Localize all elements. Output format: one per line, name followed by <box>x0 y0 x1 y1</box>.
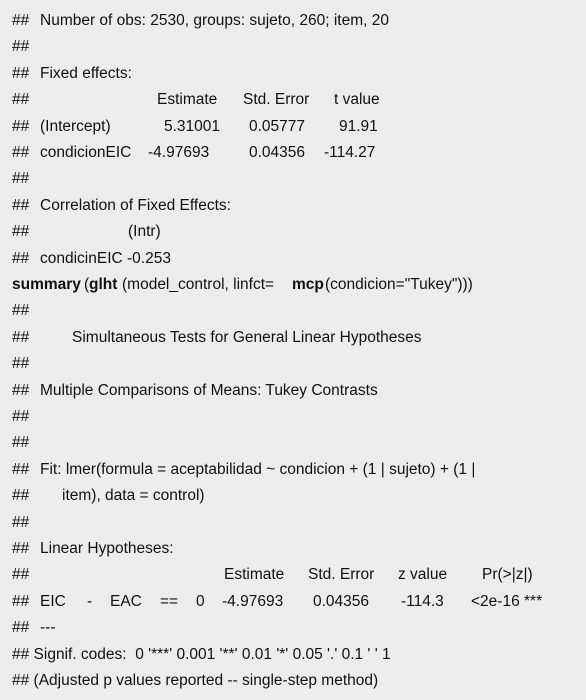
summary-command-text-1: ( <box>84 276 90 293</box>
intercept-row <box>0 114 586 140</box>
hypothesis-row-text-1: EIC <box>40 592 66 610</box>
blank-line-4 <box>0 351 586 377</box>
blank-line-2-text-0: ## <box>12 170 30 188</box>
adjusted-p-values-line-text-0: ## (Adjusted p values reported -- single-step method) <box>12 672 379 689</box>
intercept-row-text-4: 91.91 <box>339 117 378 135</box>
fixed-effects-header-row-text-2: Std. Error <box>243 91 310 109</box>
simultaneous-tests-heading-text-0: ## <box>12 328 30 346</box>
condicion-eic-row-text-2: -4.97693 <box>148 144 210 161</box>
hypothesis-row-text-9: <2e-16 *** <box>471 592 543 610</box>
blank-line-7 <box>0 510 586 536</box>
fixed-effects-header-row-text-0: ## <box>12 91 30 109</box>
intercept-row-text-0: ## <box>12 117 30 135</box>
hypothesis-row-text-4: == <box>160 592 179 610</box>
blank-line-3-text-0: ## <box>12 302 30 320</box>
summary-command-text-3: (model_control, linfct= <box>122 276 275 293</box>
condicion-eic-row-text-0: ## <box>12 144 30 161</box>
correlation-row-text-1: condicinEIC -0.253 <box>40 249 171 267</box>
fit-line-2-text-1: item), data = control) <box>62 487 205 505</box>
fixed-effects-header-row <box>0 87 586 113</box>
summary-command <box>0 272 586 298</box>
multiple-comparisons-heading <box>0 378 586 404</box>
correlation-heading-text-0: ## <box>12 196 30 214</box>
summary-command-text-0: summary <box>12 276 81 293</box>
separator-line-text-0: ## <box>12 619 30 637</box>
simultaneous-tests-heading <box>0 325 586 351</box>
intercept-row-text-2: 5.31001 <box>164 117 221 135</box>
fit-line-1-text-1: Fit: lmer(formula = aceptabilidad ~ condicion + (1 | sujeto) + (1 | <box>40 460 476 478</box>
blank-line-6 <box>0 430 586 456</box>
signif-codes-line <box>0 642 586 668</box>
linear-hypotheses-heading-text-0: ## <box>12 540 30 557</box>
blank-line-1 <box>0 34 586 60</box>
correlation-row-text-0: ## <box>12 249 30 267</box>
fit-line-1 <box>0 457 586 483</box>
summary-command-text-5: (condicion="Tukey"))) <box>325 276 473 293</box>
condicion-eic-row-text-4: -114.27 <box>324 144 376 161</box>
fit-line-2 <box>0 483 586 509</box>
correlation-header-row-text-1: (Intr) <box>128 223 161 241</box>
multiple-comparisons-heading-text-1: Multiple Comparisons of Means: Tukey Contrasts <box>40 381 378 399</box>
fit-line-1-text-0: ## <box>12 460 30 478</box>
blank-line-7-text-0: ## <box>12 513 30 531</box>
fixed-effects-heading-text-1: Fixed effects: <box>40 64 132 82</box>
simultaneous-tests-heading-text-1: Simultaneous Tests for General Linear Hypotheses <box>72 328 422 346</box>
fixed-effects-header-row-text-1: Estimate <box>157 91 218 109</box>
adjusted-p-values-line <box>0 668 586 694</box>
hypothesis-row-text-6: -4.97693 <box>222 592 284 610</box>
intercept-row-text-3: 0.05777 <box>249 117 306 135</box>
correlation-heading-text-1: Correlation of Fixed Effects: <box>40 196 231 214</box>
fit-line-2-text-0: ## <box>12 487 30 505</box>
condicion-eic-row-text-1: condicionEIC <box>40 144 132 161</box>
hypotheses-header-row <box>0 562 586 588</box>
hypothesis-row-text-2: - <box>87 592 93 610</box>
multiple-comparisons-heading-text-0: ## <box>12 381 30 399</box>
condicion-eic-row-text-3: 0.04356 <box>249 144 306 161</box>
blank-line-6-text-0: ## <box>12 434 30 452</box>
hypothesis-row-text-0: ## <box>12 592 30 610</box>
hypotheses-header-row-text-1: Estimate <box>224 566 285 584</box>
correlation-header-row <box>0 219 586 245</box>
hypothesis-row <box>0 589 586 615</box>
signif-codes-line-text-0: ## Signif. codes: 0 '***' 0.001 '**' 0.01 '*' 0.05 '.' 0.1 ' ' 1 <box>12 645 391 663</box>
separator-line-text-1: --- <box>40 619 56 637</box>
correlation-row <box>0 246 586 272</box>
blank-line-2 <box>0 166 586 192</box>
condicion-eic-row <box>0 140 586 166</box>
obs-line-text-1: Number of obs: 2530, groups: sujeto, 260; item, 20 <box>40 12 389 29</box>
linear-hypotheses-heading <box>0 536 586 562</box>
hypothesis-row-text-3: EAC <box>110 592 142 610</box>
hypothesis-row-text-5: 0 <box>196 592 205 610</box>
obs-line-text-0: ## <box>12 12 30 29</box>
fixed-effects-heading <box>0 61 586 87</box>
blank-line-5 <box>0 404 586 430</box>
hypotheses-header-row-text-3: z value <box>398 566 448 584</box>
linear-hypotheses-heading-text-1: Linear Hypotheses: <box>40 540 174 557</box>
hypothesis-row-text-8: -114.3 <box>401 592 444 610</box>
fixed-effects-header-row-text-3: t value <box>334 91 380 109</box>
fixed-effects-heading-text-0: ## <box>12 64 30 82</box>
summary-command-text-4: mcp <box>292 276 324 293</box>
separator-line <box>0 615 586 641</box>
hypotheses-header-row-text-0: ## <box>12 566 30 584</box>
correlation-heading <box>0 193 586 219</box>
hypotheses-header-row-text-2: Std. Error <box>308 566 375 584</box>
blank-line-1-text-0: ## <box>12 38 30 56</box>
hypothesis-row-text-7: 0.04356 <box>313 592 370 610</box>
summary-command-text-2: glht <box>89 276 118 293</box>
blank-line-4-text-0: ## <box>12 355 30 373</box>
hypotheses-header-row-text-4: Pr(>|z|) <box>482 566 533 584</box>
obs-line <box>0 8 586 34</box>
correlation-header-row-text-0: ## <box>12 223 30 241</box>
blank-line-3 <box>0 298 586 324</box>
intercept-row-text-1: (Intercept) <box>40 117 111 135</box>
blank-line-5-text-0: ## <box>12 408 30 425</box>
